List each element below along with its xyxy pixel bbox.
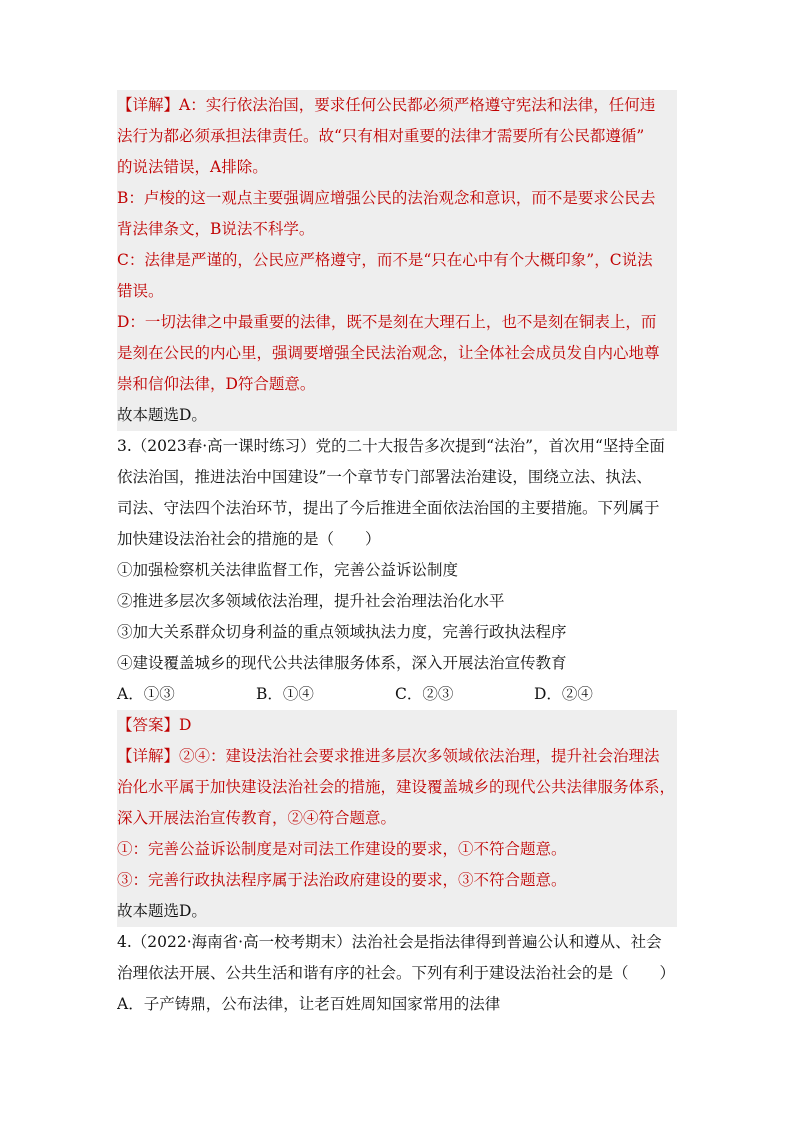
answer-tag: 【答案】 — [117, 716, 180, 734]
conclusion-line: 故本题选D。 — [117, 406, 207, 424]
question-item: ①加强检察机关法律监督工作，完善公益诉讼制度 — [117, 561, 459, 579]
explanation-line: 错误。 — [117, 282, 164, 300]
answer-explanation-block-3 — [117, 710, 677, 927]
conclusion-line: 故本题选D。 — [117, 902, 207, 920]
explanation-line: 【详解】②④：建设法治社会要求推进多层次多领域依法治理，提升社会治理法 — [117, 747, 660, 765]
explanation-line: B：卢梭的这一观点主要强调应增强公民的法治观念和意识，而不是要求公民去 — [117, 189, 656, 207]
question-stem-line: 3.（2023春·高一课时练习）党的二十大报告多次提到“法治”，首次用“坚持全面 — [117, 437, 665, 455]
explanation-line: 背法律条文，B说法不科学。 — [117, 220, 315, 238]
question-3 — [117, 431, 677, 710]
explanation-line: 深入开展法治宣传教育，②④符合题意。 — [117, 809, 397, 827]
option-a: A．子产铸鼎，公布法律，让老百姓周知国家常用的法律 — [117, 995, 501, 1013]
question-stem-line: 依法治国，推进法治中国建设”一个章节专门部署法治建设，围绕立法、执法、 — [117, 468, 652, 486]
explanation-line: 的说法错误，A排除。 — [117, 158, 268, 176]
question-stem-line: 司法、守法四个法治环节，提出了今后推进全面依法治国的主要措施。下列属于 — [117, 499, 660, 517]
question-item: ②推进多层次多领域依法治理，提升社会治理法治化水平 — [117, 592, 505, 610]
document-content — [117, 90, 677, 1020]
explanation-line: 是刻在公民的内心里，强调要增强全民法治观念，让全体社会成员发自内心地尊 — [117, 344, 660, 362]
question-stem-line: 加快建设法治社会的措施的是（ ） — [117, 530, 381, 548]
answer-options — [117, 679, 677, 710]
option-b: B．①④ — [256, 685, 314, 703]
explanation-line: 崇和信仰法律，D符合题意。 — [117, 375, 316, 393]
explanation-line: 法行为都必须承担法律责任。故“只有相对重要的法律才需要所有公民都遵循” — [117, 127, 645, 145]
question-4 — [117, 927, 677, 1020]
explanation-block-1 — [117, 90, 677, 431]
explanation-line: ③：完善行政执法程序属于法治政府建设的要求，③不符合题意。 — [117, 871, 567, 889]
answer-line — [117, 710, 677, 741]
explanation-line: ①：完善公益诉讼制度是对司法工作建设的要求，①不符合题意。 — [117, 840, 567, 858]
option-a: A．①③ — [117, 685, 175, 703]
question-stem-line: 治理依法开展、公共生活和谐有序的社会。下列有利于建设法治社会的是（ ） — [117, 964, 676, 982]
option-d: D．②④ — [534, 685, 593, 703]
explanation-line: D：一切法律之中最重要的法律，既不是刻在大理石上，也不是刻在铜表上，而 — [117, 313, 657, 331]
explanation-line: 【详解】A：实行依法治国，要求任何公民都必须严格遵守宪法和法律，任何违 — [117, 96, 656, 114]
question-item: ④建设覆盖城乡的现代公共法律服务体系，深入开展法治宣传教育 — [117, 654, 567, 672]
explanation-line: 治化水平属于加快建设法治社会的措施，建设覆盖城乡的现代公共法律服务体系， — [117, 778, 676, 796]
explanation-tag: 【详解】 — [117, 96, 180, 114]
explanation-line: C：法律是严谨的，公民应严格遵守，而不是“只在心中有个大概印象”，C说法 — [117, 251, 653, 269]
explanation-tag: 【详解】 — [117, 747, 180, 765]
question-stem-line: 4.（2022·海南省·高一校考期末）法治社会是指法律得到普遍公认和遵从、社会 — [117, 933, 662, 951]
answer-value: D — [179, 716, 192, 734]
question-item: ③加大关系群众切身利益的重点领域执法力度，完善行政执法程序 — [117, 623, 567, 641]
option-c: C．②③ — [395, 685, 454, 703]
